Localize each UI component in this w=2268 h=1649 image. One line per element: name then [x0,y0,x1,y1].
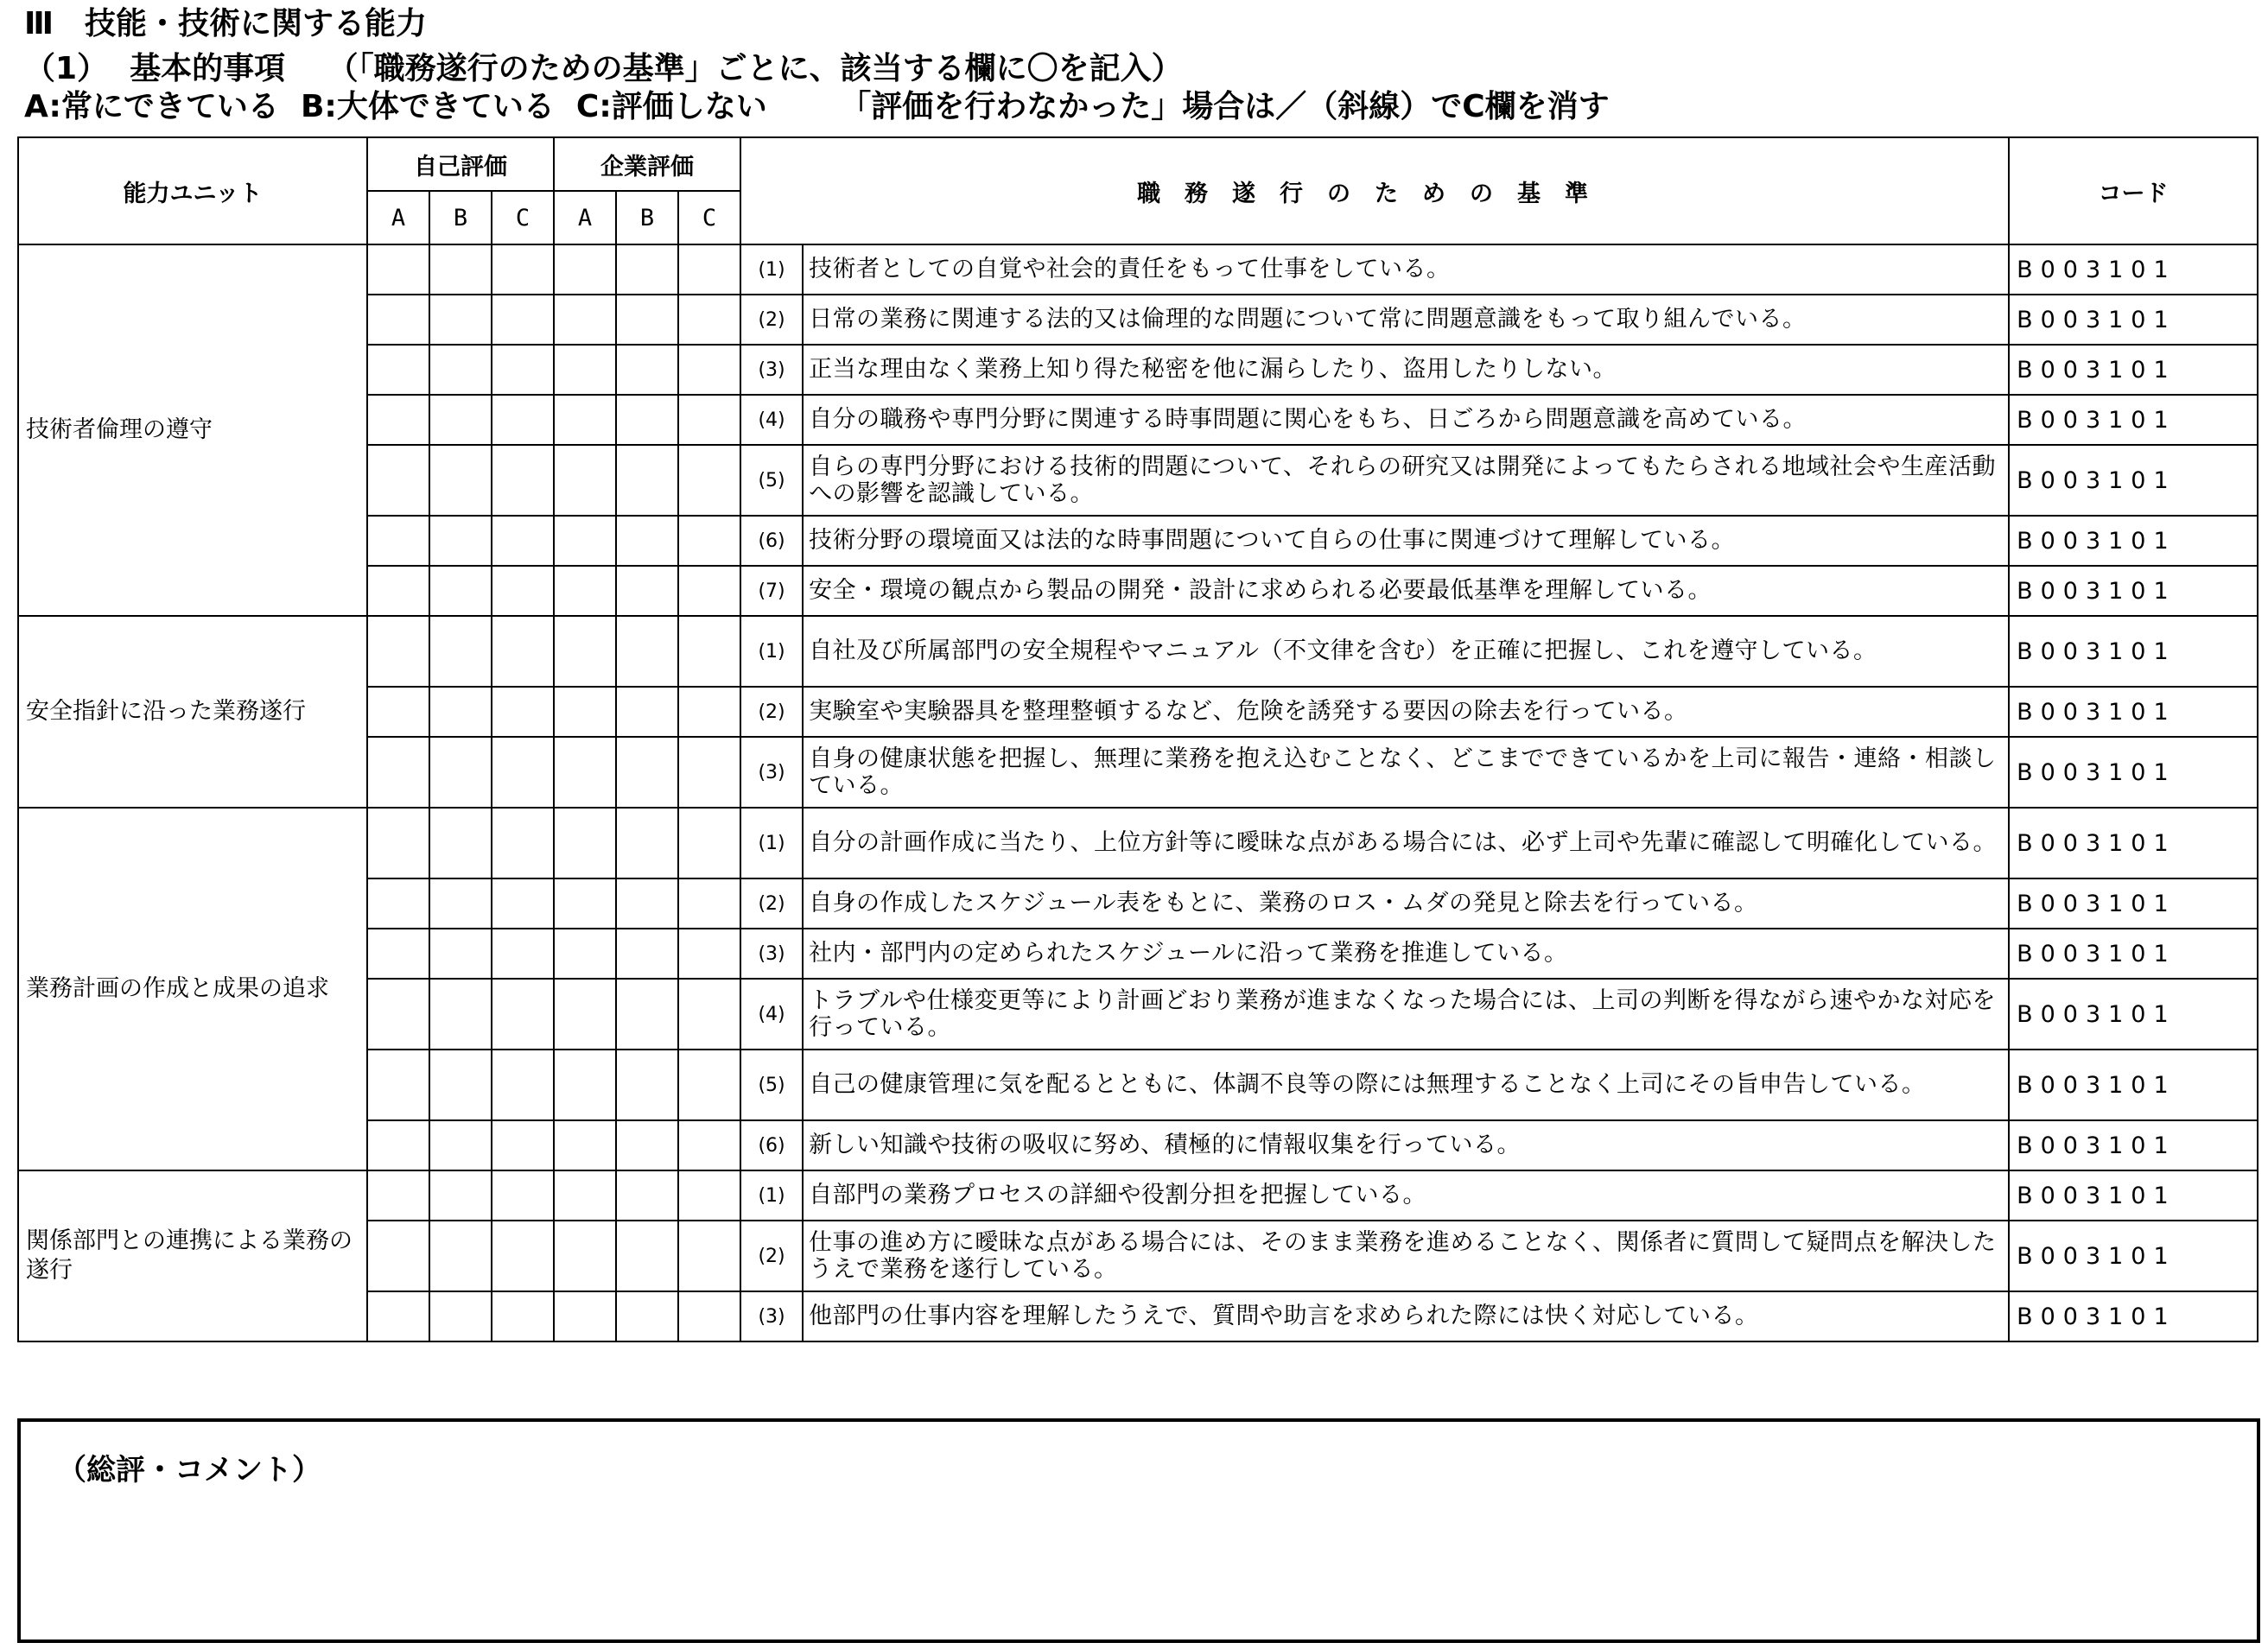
company-col-b: B [616,191,678,244]
rating-cell-company-c[interactable] [678,516,740,566]
rating-cell-self-b[interactable] [429,878,492,929]
criterion-number: (4) [740,979,803,1050]
rating-cell-company-a[interactable] [554,878,616,929]
rating-cell-company-a[interactable] [554,516,616,566]
rating-cell-self-c[interactable] [492,244,554,295]
criterion-number: (3) [740,345,803,395]
rating-cell-company-c[interactable] [678,295,740,345]
rating-cell-self-a[interactable] [367,566,429,616]
rating-cell-self-c[interactable] [492,1120,554,1170]
header-criteria: 職務遂行のための基準 [740,137,2009,244]
table-row [18,1170,2258,1221]
rating-cell-self-b[interactable] [429,516,492,566]
code-cell: B003101 [2009,687,2258,737]
code-cell: B003101 [2009,808,2258,878]
code-cell: B003101 [2009,295,2258,345]
rating-cell-company-b[interactable] [616,1291,678,1341]
company-col-a: A [554,191,616,244]
code-cell: B003101 [2009,979,2258,1050]
rating-cell-self-a[interactable] [367,295,429,345]
rating-cell-company-b[interactable] [616,1170,678,1221]
rating-cell-company-b[interactable] [616,687,678,737]
criterion-text: 仕事の進め方に曖昧な点がある場合には、そのまま業務を進めることなく、関係者に質問して疑問点を解決したうえで業務を遂行している。 [803,1221,2009,1291]
comment-label: （総評・コメント） [57,1453,321,1487]
rating-cell-company-c[interactable] [678,737,740,808]
rating-cell-self-a[interactable] [367,516,429,566]
rating-cell-self-c[interactable] [492,878,554,929]
rating-cell-company-c[interactable] [678,1050,740,1120]
criterion-text: 安全・環境の観点から製品の開発・設計に求められる必要最低基準を理解している。 [803,566,2009,616]
ability-unit-cell: 技術者倫理の遵守 [18,244,367,616]
rating-cell-self-b[interactable] [429,1120,492,1170]
code-cell: B003101 [2009,1120,2258,1170]
rating-cell-self-a[interactable] [367,687,429,737]
rating-cell-company-a[interactable] [554,1120,616,1170]
rating-cell-self-b[interactable] [429,295,492,345]
rating-cell-company-b[interactable] [616,445,678,516]
rating-cell-self-c[interactable] [492,516,554,566]
criterion-number: (2) [740,687,803,737]
criterion-text: 社内・部門内の定められたスケジュールに沿って業務を推進している。 [803,929,2009,979]
self-col-b: B [429,191,492,244]
rating-cell-company-a[interactable] [554,395,616,445]
criterion-number: (2) [740,1221,803,1291]
rating-cell-self-b[interactable] [429,445,492,516]
criterion-number: (2) [740,295,803,345]
rating-cell-self-b[interactable] [429,929,492,979]
criterion-text: 自社及び所属部門の安全規程やマニュアル（不文律を含む）を正確に把握し、これを遵守している。 [803,616,2009,687]
rating-cell-company-a[interactable] [554,1050,616,1120]
rating-cell-self-b[interactable] [429,979,492,1050]
header-unit: 能力ユニット [18,137,367,244]
rating-cell-self-c[interactable] [492,687,554,737]
rating-cell-self-a[interactable] [367,878,429,929]
rating-cell-company-b[interactable] [616,737,678,808]
rating-cell-self-b[interactable] [429,808,492,878]
rating-cell-self-b[interactable] [429,395,492,445]
ability-unit-cell: 安全指針に沿った業務遂行 [18,616,367,808]
criterion-text: 新しい知識や技術の吸収に努め、積極的に情報収集を行っている。 [803,1120,2009,1170]
criterion-text: 自分の職務や専門分野に関連する時事問題に関心をもち、日ごろから問題意識を高めている。 [803,395,2009,445]
table-row [18,616,2258,687]
rating-cell-company-c[interactable] [678,345,740,395]
rating-cell-self-c[interactable] [492,345,554,395]
code-cell: B003101 [2009,616,2258,687]
rating-cell-company-c[interactable] [678,616,740,687]
criterion-number: (1) [740,808,803,878]
table-row [18,244,2258,295]
criterion-number: (3) [740,737,803,808]
code-cell: B003101 [2009,516,2258,566]
rating-cell-self-a[interactable] [367,1221,429,1291]
rating-cell-self-a[interactable] [367,1170,429,1221]
rating-cell-self-b[interactable] [429,244,492,295]
rating-cell-company-a[interactable] [554,737,616,808]
rating-cell-company-a[interactable] [554,445,616,516]
rating-cell-self-b[interactable] [429,1221,492,1291]
rating-legend: A:常にできている B:大体できている C:評価しない 「評価を行わなかった」場合は／（斜線）でC欄を消す [24,89,1610,124]
rating-cell-company-b[interactable] [616,616,678,687]
rating-cell-company-a[interactable] [554,979,616,1050]
code-cell: B003101 [2009,1170,2258,1221]
criterion-number: (7) [740,566,803,616]
criterion-text: 技術者としての自覚や社会的責任をもって仕事をしている。 [803,244,2009,295]
rating-cell-self-b[interactable] [429,616,492,687]
criterion-text: 正当な理由なく業務上知り得た秘密を他に漏らしたり、盗用したりしない。 [803,345,2009,395]
rating-cell-company-b[interactable] [616,878,678,929]
code-cell: B003101 [2009,1291,2258,1341]
rating-cell-company-b[interactable] [616,345,678,395]
ability-unit-cell: 関係部門との連携による業務の遂行 [18,1170,367,1341]
code-cell: B003101 [2009,445,2258,516]
self-col-c: C [492,191,554,244]
rating-cell-company-b[interactable] [616,1221,678,1291]
rating-cell-self-a[interactable] [367,395,429,445]
rating-cell-self-a[interactable] [367,244,429,295]
comment-box[interactable] [17,1418,2260,1643]
rating-cell-self-a[interactable] [367,979,429,1050]
rating-cell-self-a[interactable] [367,737,429,808]
rating-cell-company-a[interactable] [554,616,616,687]
rating-cell-company-a[interactable] [554,808,616,878]
rating-cell-company-b[interactable] [616,244,678,295]
section-title: Ⅲ 技能・技術に関する能力 [24,6,428,41]
rating-cell-self-c[interactable] [492,295,554,345]
rating-cell-company-c[interactable] [678,244,740,295]
rating-cell-company-a[interactable] [554,566,616,616]
rating-cell-company-a[interactable] [554,1221,616,1291]
criterion-number: (1) [740,616,803,687]
rating-cell-self-c[interactable] [492,1170,554,1221]
rating-cell-self-b[interactable] [429,345,492,395]
rating-cell-self-b[interactable] [429,566,492,616]
code-cell: B003101 [2009,737,2258,808]
rating-cell-company-a[interactable] [554,687,616,737]
criterion-text: 自部門の業務プロセスの詳細や役割分担を把握している。 [803,1170,2009,1221]
rating-cell-company-b[interactable] [616,1120,678,1170]
rating-cell-self-a[interactable] [367,808,429,878]
rating-cell-company-c[interactable] [678,979,740,1050]
rating-cell-company-b[interactable] [616,808,678,878]
code-cell: B003101 [2009,1221,2258,1291]
rating-cell-company-c[interactable] [678,566,740,616]
rating-cell-company-a[interactable] [554,929,616,979]
rating-cell-self-c[interactable] [492,979,554,1050]
rating-cell-company-c[interactable] [678,395,740,445]
criterion-text: 日常の業務に関連する法的又は倫理的な問題について常に問題意識をもって取り組んでいる。 [803,295,2009,345]
rating-cell-self-b[interactable] [429,1050,492,1120]
criterion-text: 自分の計画作成に当たり、上位方針等に曖昧な点がある場合には、必ず上司や先輩に確認して明確化している。 [803,808,2009,878]
header-self-eval: 自己評価 [367,137,554,191]
rating-cell-self-a[interactable] [367,345,429,395]
criterion-number: (4) [740,395,803,445]
rating-cell-company-c[interactable] [678,878,740,929]
criterion-text: 自らの専門分野における技術的問題について、それらの研究又は開発によってもたらされる地域社会や生産活動への影響を認識している。 [803,445,2009,516]
rating-cell-company-c[interactable] [678,445,740,516]
rating-cell-self-c[interactable] [492,737,554,808]
criterion-text: 技術分野の環境面又は法的な時事問題について自らの仕事に関連づけて理解している。 [803,516,2009,566]
criterion-text: 自己の健康管理に気を配るとともに、体調不良等の際には無理することなく上司にその旨申告している。 [803,1050,2009,1120]
rating-cell-self-b[interactable] [429,1291,492,1341]
rating-cell-company-c[interactable] [678,1221,740,1291]
subsection-title: （1） 基本的事項 （「職務遂行のための基準」ごとに、該当する欄に〇を記入） [24,51,1183,86]
code-cell: B003101 [2009,244,2258,295]
rating-cell-self-a[interactable] [367,929,429,979]
header-company-eval: 企業評価 [554,137,740,191]
code-cell: B003101 [2009,929,2258,979]
rating-cell-self-c[interactable] [492,395,554,445]
criterion-text: 自身の健康状態を把握し、無理に業務を抱え込むことなく、どこまでできているかを上司に報告・連絡・相談している。 [803,737,2009,808]
rating-cell-company-b[interactable] [616,295,678,345]
rating-cell-self-c[interactable] [492,1291,554,1341]
evaluation-table [17,136,2258,1342]
criterion-number: (6) [740,1120,803,1170]
rating-cell-self-c[interactable] [492,445,554,516]
criterion-number: (3) [740,1291,803,1341]
rating-cell-self-c[interactable] [492,1050,554,1120]
rating-cell-company-c[interactable] [678,929,740,979]
criterion-number: (3) [740,929,803,979]
rating-cell-company-a[interactable] [554,295,616,345]
rating-cell-self-b[interactable] [429,687,492,737]
rating-cell-self-c[interactable] [492,929,554,979]
rating-cell-self-a[interactable] [367,1291,429,1341]
criterion-number: (1) [740,244,803,295]
criterion-text: トラブルや仕様変更等により計画どおり業務が進まなくなった場合には、上司の判断を得ながら速やかな対応を行っている。 [803,979,2009,1050]
rating-cell-company-c[interactable] [678,808,740,878]
rating-cell-company-c[interactable] [678,687,740,737]
rating-cell-company-a[interactable] [554,1291,616,1341]
rating-cell-self-a[interactable] [367,1120,429,1170]
rating-cell-self-c[interactable] [492,808,554,878]
rating-cell-company-b[interactable] [616,566,678,616]
code-cell: B003101 [2009,345,2258,395]
criterion-number: (5) [740,445,803,516]
rating-cell-company-c[interactable] [678,1291,740,1341]
criterion-number: (2) [740,878,803,929]
criterion-text: 実験室や実験器具を整理整頓するなど、危険を誘発する要因の除去を行っている。 [803,687,2009,737]
header-code: コード [2009,137,2258,244]
criterion-number: (5) [740,1050,803,1120]
table-row [18,808,2258,878]
rating-cell-company-b[interactable] [616,395,678,445]
rating-cell-self-a[interactable] [367,1050,429,1120]
code-cell: B003101 [2009,1050,2258,1120]
rating-cell-company-a[interactable] [554,244,616,295]
rating-cell-company-a[interactable] [554,1170,616,1221]
rating-cell-company-a[interactable] [554,345,616,395]
rating-cell-company-b[interactable] [616,979,678,1050]
rating-cell-self-b[interactable] [429,1170,492,1221]
self-col-a: A [367,191,429,244]
ability-unit-cell: 業務計画の作成と成果の追求 [18,808,367,1170]
rating-cell-self-b[interactable] [429,737,492,808]
rating-cell-company-b[interactable] [616,929,678,979]
evaluation-body [18,244,2258,1341]
rating-cell-self-c[interactable] [492,1221,554,1291]
rating-cell-company-b[interactable] [616,516,678,566]
criterion-number: (1) [740,1170,803,1221]
rating-cell-company-c[interactable] [678,1170,740,1221]
rating-cell-self-c[interactable] [492,566,554,616]
criterion-number: (6) [740,516,803,566]
rating-cell-company-c[interactable] [678,1120,740,1170]
rating-cell-self-a[interactable] [367,445,429,516]
rating-cell-company-b[interactable] [616,1050,678,1120]
rating-cell-self-c[interactable] [492,616,554,687]
rating-cell-self-a[interactable] [367,616,429,687]
criterion-text: 他部門の仕事内容を理解したうえで、質問や助言を求められた際には快く対応している。 [803,1291,2009,1341]
code-cell: B003101 [2009,566,2258,616]
company-col-c: C [678,191,740,244]
code-cell: B003101 [2009,878,2258,929]
criterion-text: 自身の作成したスケジュール表をもとに、業務のロス・ムダの発見と除去を行っている。 [803,878,2009,929]
code-cell: B003101 [2009,395,2258,445]
